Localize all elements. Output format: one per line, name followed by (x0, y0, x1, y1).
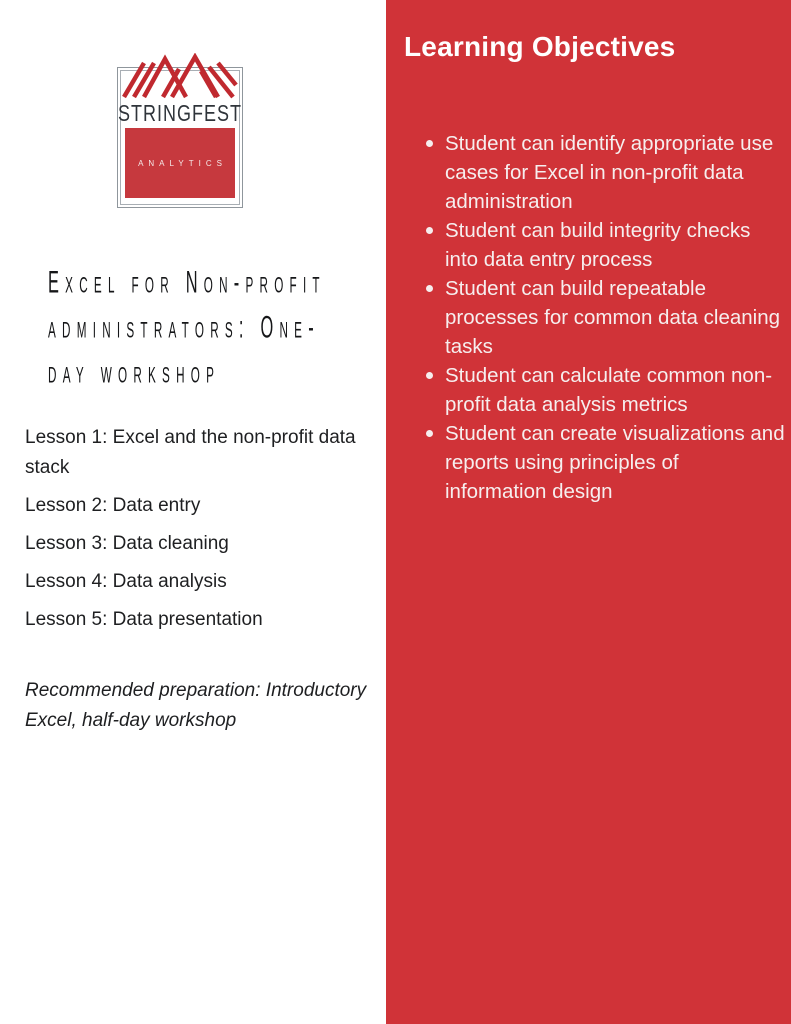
course-title (48, 261, 415, 396)
mountain-zigzag-icon (121, 53, 239, 99)
preparation-note: Recommended preparation: Introductory Excel, half-day workshop (25, 680, 367, 731)
objective-item: Student can calculate common non-profit data analysis metrics (425, 361, 785, 419)
brand-name: STRINGFEST (117, 100, 242, 126)
course-title-line-1: Excel for Non-profit (48, 265, 326, 300)
lesson-item: Lesson 5: Data presentation (25, 609, 263, 630)
objective-item: Student can create visualizations and reports using principles of information design (425, 419, 785, 506)
objectives-list (404, 129, 785, 506)
stringfest-logo (117, 52, 243, 208)
objective-item: Student can build repeatable processes for common data cleaning tasks (425, 274, 785, 361)
objective-item: Student can build integrity checks into data entry process (425, 216, 785, 274)
brand-subtitle-block (125, 128, 235, 198)
objective-item: Student can identify appropriate use cases for Excel in non-profit data administration (425, 129, 785, 216)
course-title-line-2: administrators: One- (48, 310, 320, 345)
brand-subtitle: ANALYTICS (138, 158, 227, 168)
lesson-item: Lesson 3: Data cleaning (25, 533, 229, 554)
lesson-item: Lesson 2: Data entry (25, 495, 201, 516)
lesson-item: Lesson 1: Excel and the non-profit data stack (25, 427, 356, 478)
learning-objectives-panel (386, 0, 791, 1024)
course-title-line-3: day workshop (48, 355, 221, 390)
objectives-heading: Learning Objectives (404, 31, 676, 62)
lesson-item: Lesson 4: Data analysis (25, 571, 227, 592)
left-column (0, 0, 386, 1024)
lesson-list (25, 423, 380, 643)
